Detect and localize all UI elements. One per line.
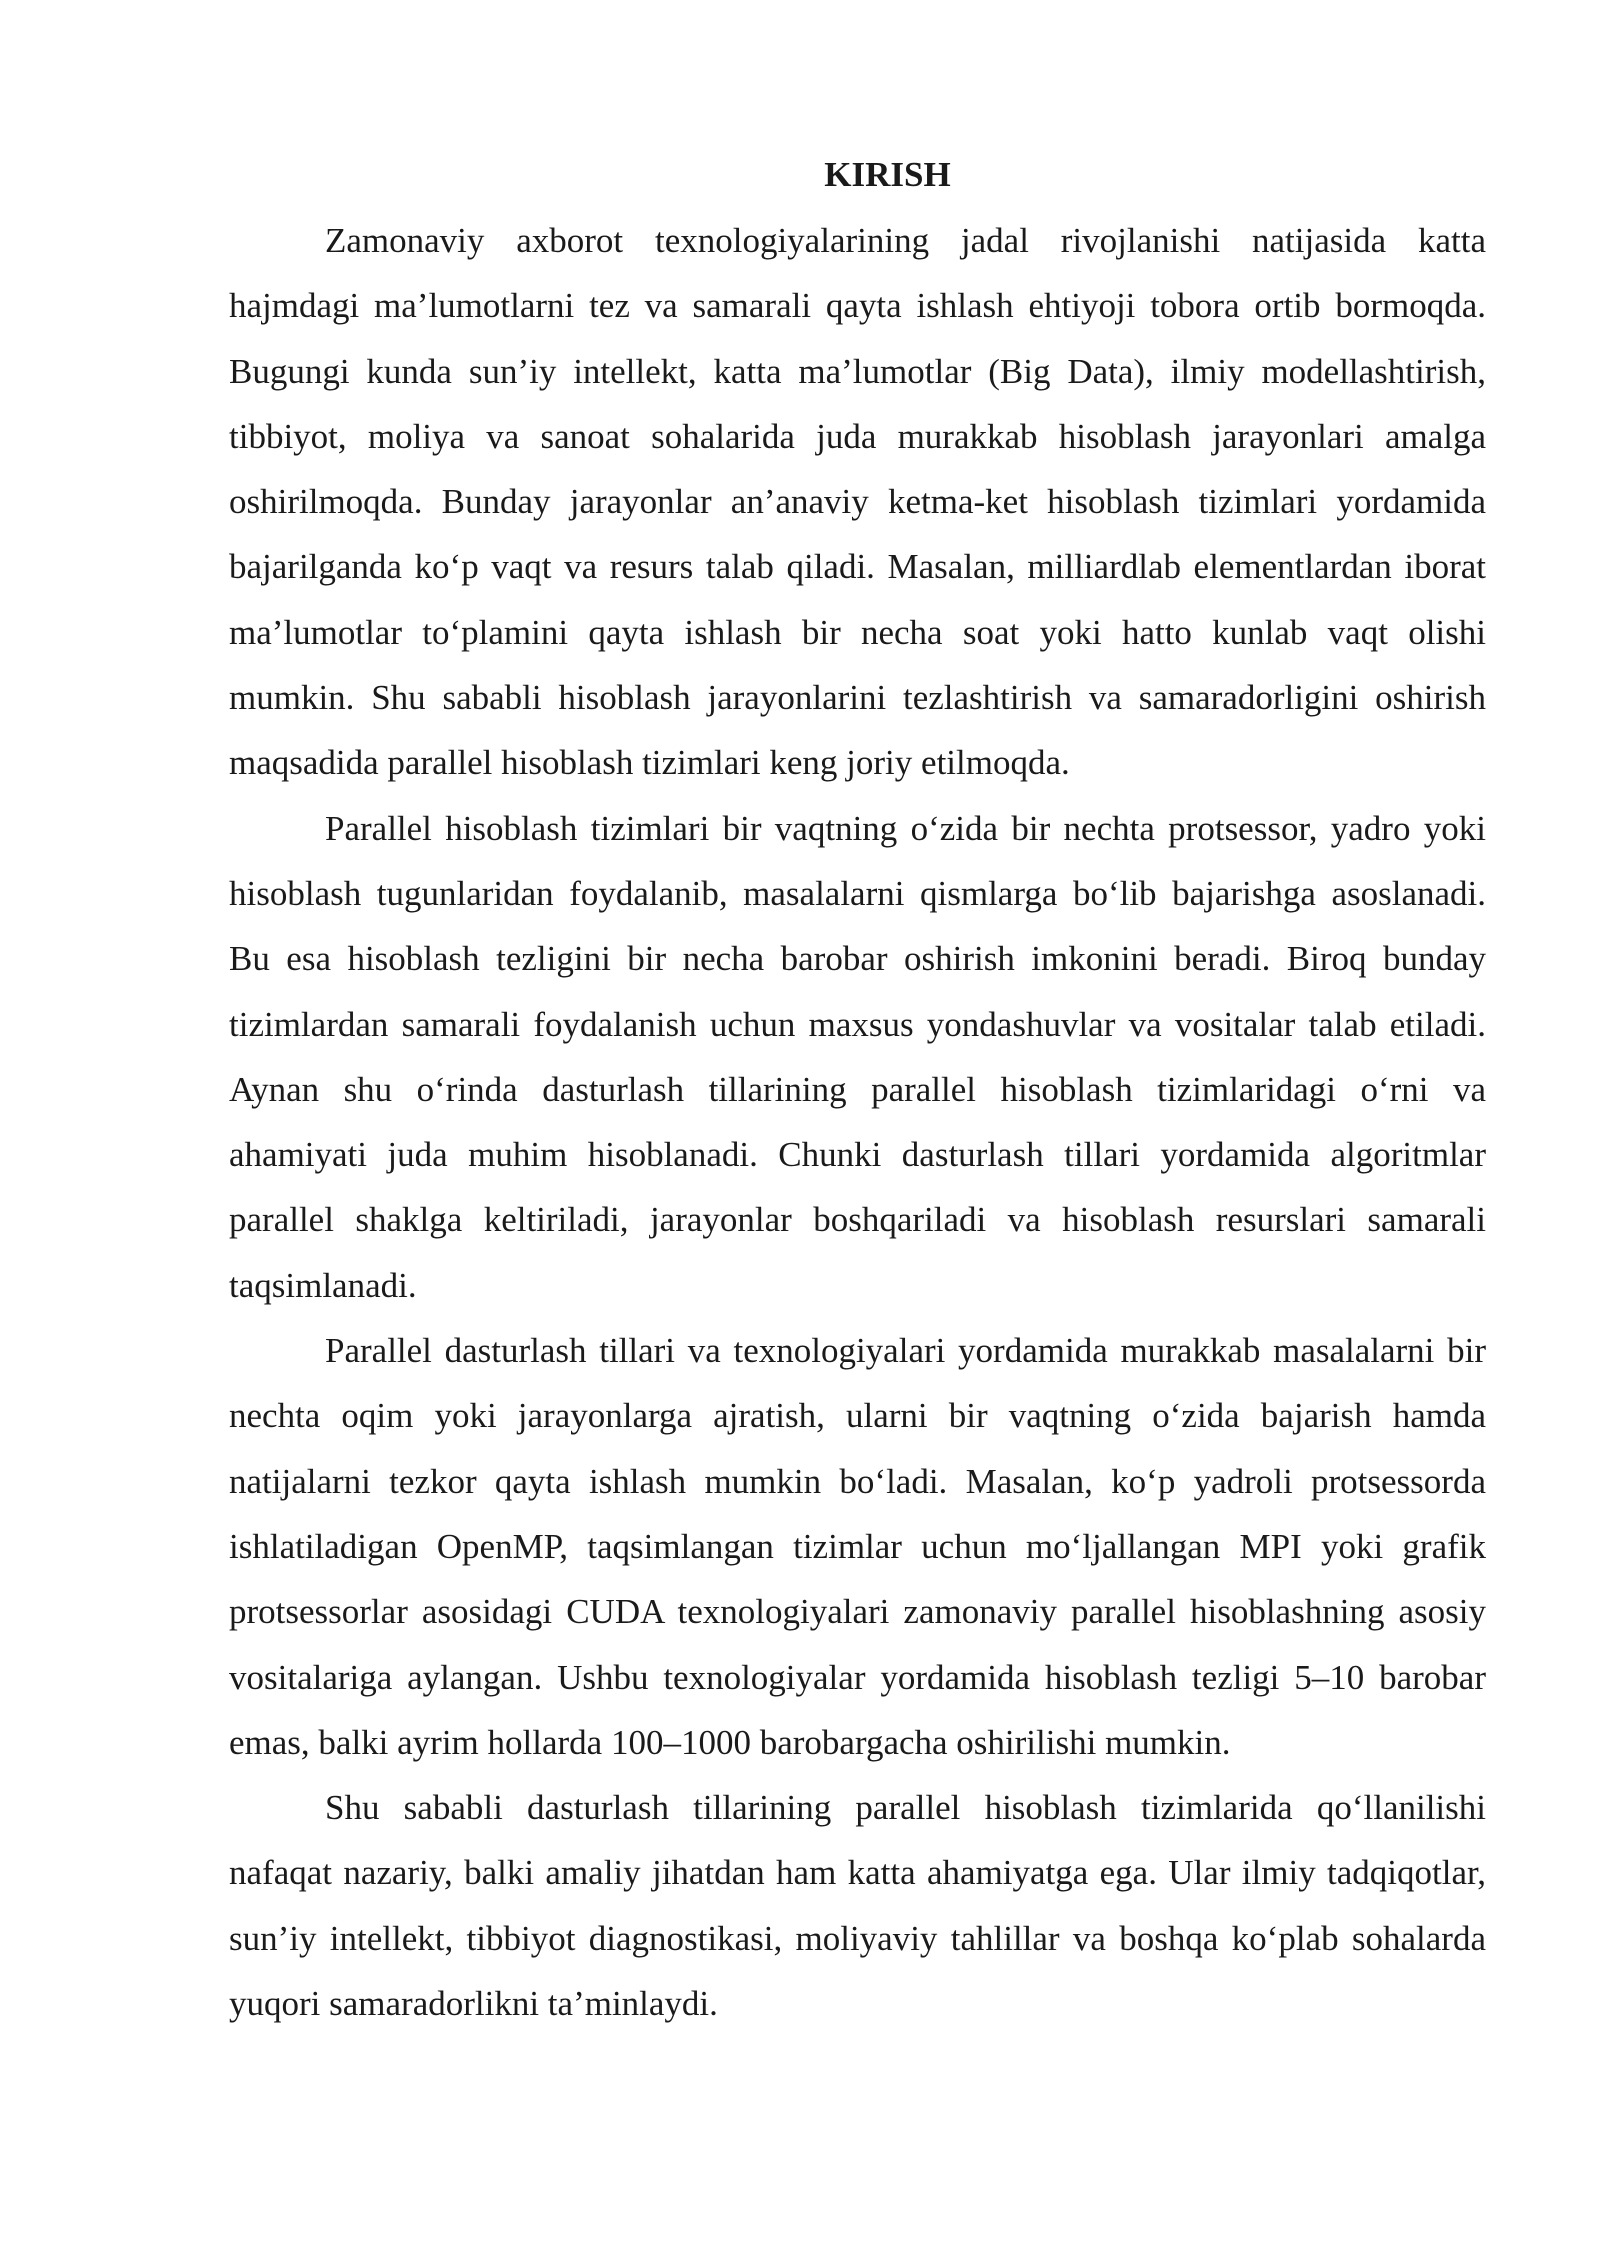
paragraph-1: Zamonaviy axborot texnologiyalarining jadal rivojlanishi natijasida katta hajmdagi ma’lumotlarni tez va samarali qayta ishlash ehtiyoji tobora ortib bormoqda. Bugungi kunda sun’iy intellekt, katta ma’lumotlar (Big Data), ilmiy modellashtirish, tibbiyot, moliya va sanoat sohalarida juda murakkab hisoblash jarayonlari amalga oshirilmoqda. Bunday jarayonlar an’anaviy ketma-ket hisoblash tizimlari yordamida bajarilganda ko‘p vaqt va resurs talab qiladi. Masalan, milliardlab elementlardan iborat ma’lumotlar to‘plamini qayta ishlash bir necha soat yoki hatto kunlab vaqt olishi mumkin. Shu sababli hisoblash jarayonlarini tezlashtirish va samaradorligini oshirish maqsadida parallel hisoblash tizimlari keng joriy etilmoqda. [229, 221, 1486, 783]
document-title: KIRISH [824, 155, 951, 194]
paragraph-2: Parallel hisoblash tizimlari bir vaqtning o‘zida bir nechta protsessor, yadro yoki hisoblash tugunlaridan foydalanib, masalalarni qismlarga bo‘lib bajarishga asoslanadi. Bu esa hisoblash tezligini bir necha barobar oshirish imkonini beradi. Biroq bunday tizimlardan samarali foydalanish uchun maxsus yondashuvlar va vositalar talab etiladi. Aynan shu o‘rinda dasturlash tillarining parallel hisoblash tizimlaridagi o‘rni va ahamiyati juda muhim hisoblanadi. Chunki dasturlash tillari yordamida algoritmlar parallel shaklga keltiriladi, jarayonlar boshqariladi va hisoblash resurslari samarali taqsimlanadi. [229, 808, 1486, 1305]
document-body [229, 150, 1486, 2036]
paragraph-4: Shu sababli dasturlash tillarining parallel hisoblash tizimlarida qo‘llanilishi nafaqat nazariy, balki amaliy jihatdan ham katta ahamiyatga ega. Ular ilmiy tadqiqotlar, sun’iy intellekt, tibbiyot diagnostikasi, moliyaviy tahlillar va boshqa ko‘plab sohalarda yuqori samaradorlikni ta’minlaydi. [229, 1788, 1486, 2024]
paragraph-3: Parallel dasturlash tillari va texnologiyalari yordamida murakkab masalalarni bir nechta oqim yoki jarayonlarga ajratish, ularni bir vaqtning o‘zida bajarish hamda natijalarni tezkor qayta ishlash mumkin bo‘ladi. Masalan, ko‘p yadroli protsessorda ishlatiladigan OpenMP, taqsimlangan tizimlar uchun mo‘ljallangan MPI yoki grafik protsessorlar asosidagi CUDA texnologiyalari zamonaviy parallel hisoblashning asosiy vositalariga aylangan. Ushbu texnologiyalar yordamida hisoblash tezligi 5–10 barobar emas, balki ayrim hollarda 100–1000 barobargacha oshirilishi mumkin. [229, 1331, 1486, 1762]
